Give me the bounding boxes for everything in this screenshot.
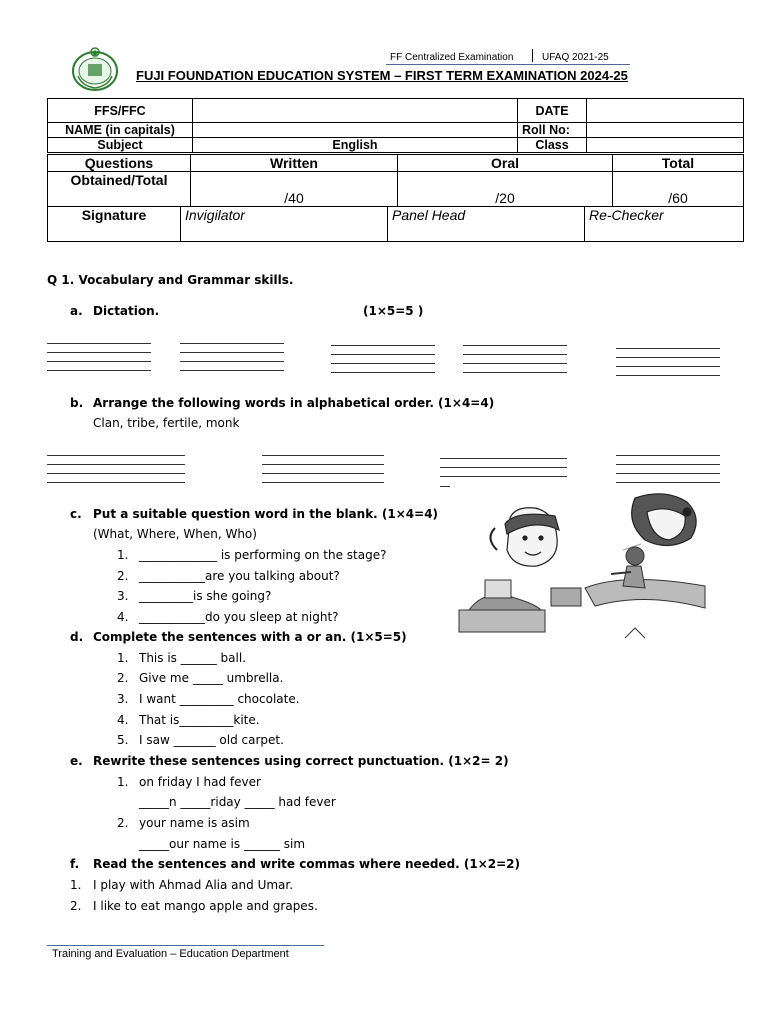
e-item-answer[interactable]: _____n _____riday _____ had fever xyxy=(139,795,336,809)
total-header: Total xyxy=(613,155,744,172)
e-label: e. xyxy=(70,754,83,768)
d-item[interactable]: I want _________ chocolate. xyxy=(139,692,300,706)
a-marks: (1×5=5 ) xyxy=(363,304,424,318)
signature-table xyxy=(47,206,744,242)
sleeping-child-illustration xyxy=(459,580,581,632)
girl-on-phone-illustration xyxy=(490,508,559,566)
subject-value: English xyxy=(193,138,518,153)
question-illustrations xyxy=(455,488,707,641)
rechecker-field[interactable]: Re-Checker xyxy=(585,207,744,242)
f-item-num: 1. xyxy=(70,878,82,892)
e-item-num: 1. xyxy=(117,775,129,789)
a-text: Dictation. xyxy=(93,304,160,318)
c-item-num: 3. xyxy=(117,589,129,603)
e-item: on friday I had fever xyxy=(139,775,261,789)
b-text: Arrange the following words in alphabetical order. (1×4=4) xyxy=(93,396,495,410)
emblem-logo xyxy=(70,46,120,92)
questions-label: Questions xyxy=(48,155,191,172)
c-label: c. xyxy=(70,507,82,521)
e-item-answer[interactable]: _____our name is ______ sim xyxy=(139,837,306,851)
d-item[interactable]: That is_________kite. xyxy=(139,713,260,727)
c-item[interactable]: ___________are you talking about? xyxy=(139,569,340,583)
page-title: FUJI FOUNDATION EDUCATION SYSTEM – FIRST TERM EXAMINATION 2024-25 xyxy=(136,68,628,83)
footer-text: Training and Evaluation – Education Department xyxy=(52,948,289,960)
b-words: Clan, tribe, fertile, monk xyxy=(93,416,240,430)
class-label: Class xyxy=(518,138,587,153)
c-options: (What, Where, When, Who) xyxy=(93,527,257,541)
invigilator-field[interactable]: Invigilator xyxy=(181,207,388,242)
d-item-num: 1. xyxy=(117,651,129,665)
f-item[interactable]: I play with Ahmad Alia and Umar. xyxy=(93,878,294,892)
name-field[interactable] xyxy=(193,123,518,138)
roll-field[interactable] xyxy=(587,123,744,138)
d-item[interactable]: This is ______ ball. xyxy=(139,651,247,665)
roll-label: Roll No: xyxy=(518,123,587,138)
f-text: Read the sentences and write commas where needed. (1×2=2) xyxy=(93,857,521,871)
c-text: Put a suitable question word in the blank. (1×4=4) xyxy=(93,507,439,521)
subject-label: Subject xyxy=(48,138,193,153)
e-item-num: 2. xyxy=(117,816,129,830)
d-label: d. xyxy=(70,630,84,644)
exam-label: FF Centralized Examination xyxy=(390,52,514,63)
c-item[interactable]: _____________ is performing on the stage? xyxy=(139,548,387,562)
e-item: your name is asim xyxy=(139,816,250,830)
class-field[interactable] xyxy=(587,138,744,153)
f-item-num: 2. xyxy=(70,899,82,913)
written-max[interactable]: /40 xyxy=(191,172,398,207)
signature-label: Signature xyxy=(48,207,181,242)
oral-max[interactable]: /20 xyxy=(398,172,613,207)
ffs-field[interactable] xyxy=(193,99,518,123)
singer-illustration xyxy=(623,494,696,550)
d-item[interactable]: Give me _____ umbrella. xyxy=(139,671,284,685)
c-item-num: 4. xyxy=(117,610,129,624)
e-text: Rewrite these sentences using correct punctuation. (1×2= 2) xyxy=(93,754,509,768)
q1-title: Q 1. Vocabulary and Grammar skills. xyxy=(47,273,294,287)
b-label: b. xyxy=(70,396,84,410)
written-header: Written xyxy=(191,155,398,172)
ufaq-label: UFAQ 2021-25 xyxy=(542,52,609,63)
student-info-table xyxy=(47,98,744,153)
header-underline xyxy=(386,64,630,65)
date-label: DATE xyxy=(518,99,587,123)
girl-going-illustration xyxy=(585,547,705,608)
oral-header: Oral xyxy=(398,155,613,172)
marks-table xyxy=(47,154,744,207)
c-item-num: 2. xyxy=(117,569,129,583)
f-label: f. xyxy=(70,857,80,871)
d-item-num: 2. xyxy=(117,671,129,685)
d-text: Complete the sentences with a or an. (1×5=5) xyxy=(93,630,407,644)
obtained-label: Obtained/Total xyxy=(48,172,191,207)
c-item[interactable]: ___________do you sleep at night? xyxy=(139,610,339,624)
a-label: a. xyxy=(70,304,83,318)
d-item[interactable]: I saw _______ old carpet. xyxy=(139,733,284,747)
panel-head-field[interactable]: Panel Head xyxy=(388,207,585,242)
d-item-num: 5. xyxy=(117,733,129,747)
c-item-num: 1. xyxy=(117,548,129,562)
name-label: NAME (in capitals) xyxy=(48,123,193,138)
d-item-num: 3. xyxy=(117,692,129,706)
ffs-label: FFS/FFC xyxy=(48,99,193,123)
header-separator xyxy=(532,49,533,62)
c-item[interactable]: _________is she going? xyxy=(139,589,272,603)
date-field[interactable] xyxy=(587,99,744,123)
footer-rule xyxy=(47,945,324,946)
total-max[interactable]: /60 xyxy=(613,172,744,207)
d-item-num: 4. xyxy=(117,713,129,727)
f-item[interactable]: I like to eat mango apple and grapes. xyxy=(93,899,318,913)
